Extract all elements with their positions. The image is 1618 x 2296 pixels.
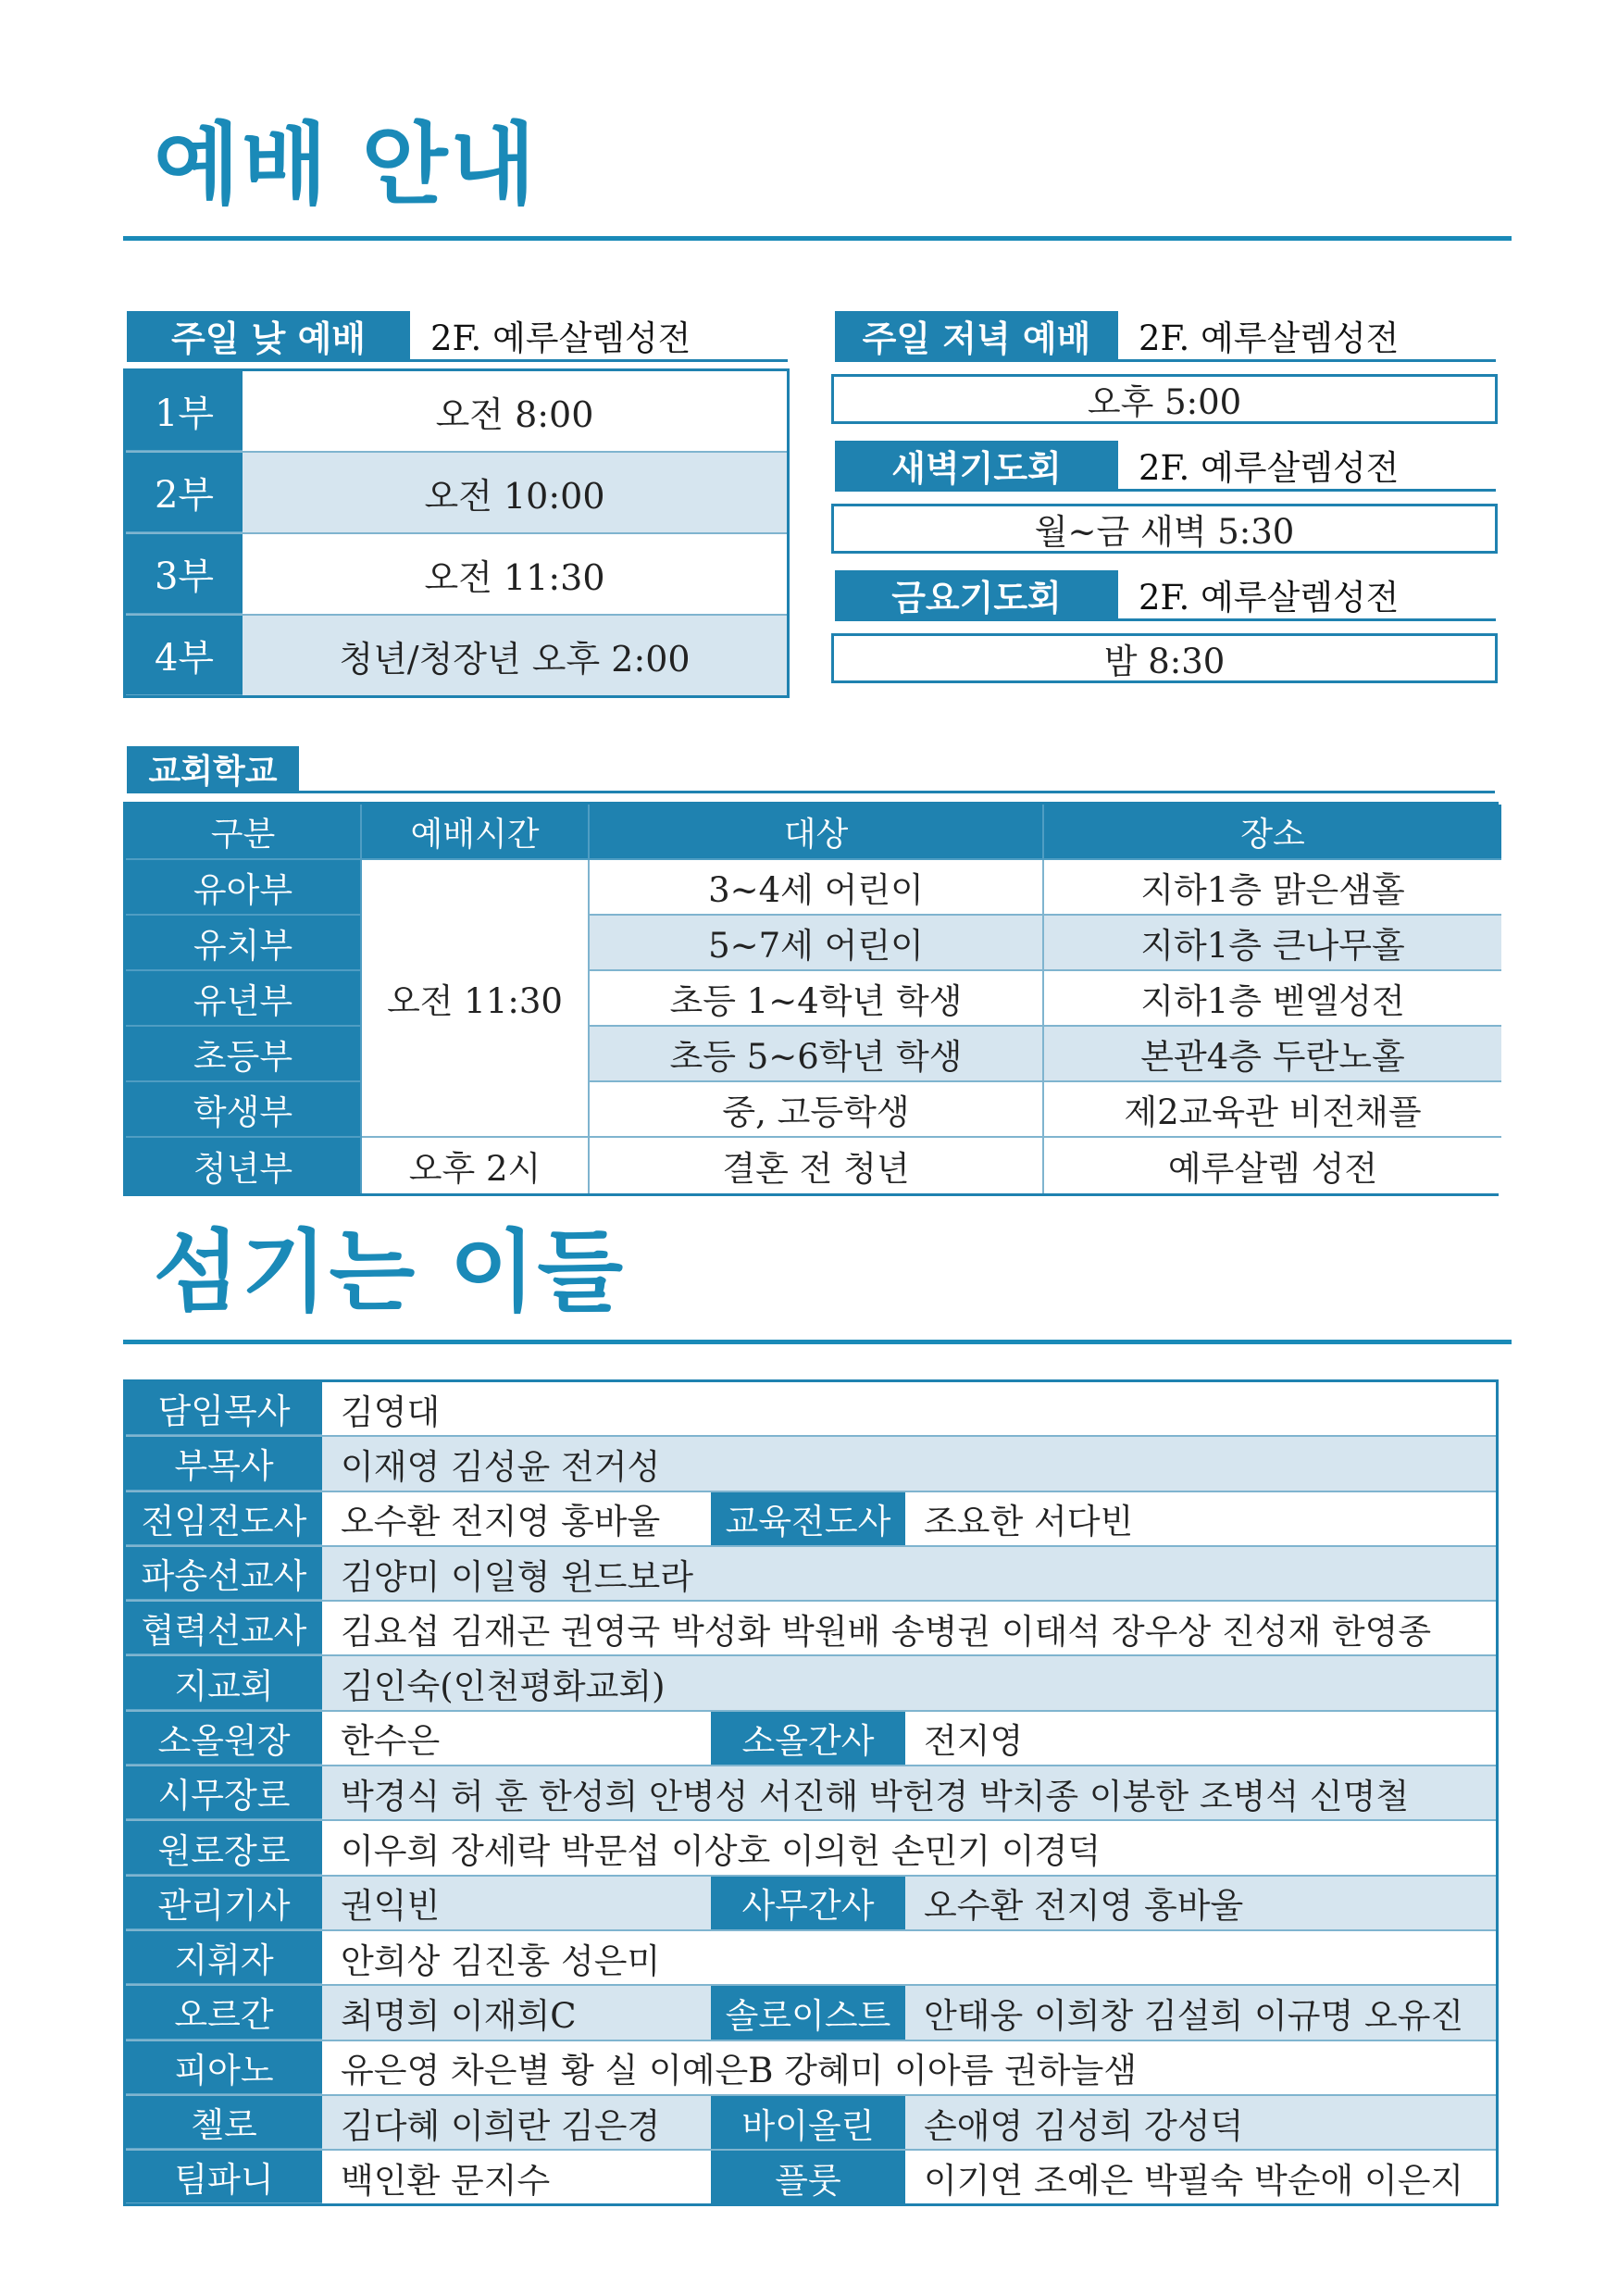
service-time: 오전 10:00 [243,453,787,532]
service-time: 청년/청장년 오후 2:00 [243,616,787,695]
staff-row [126,1437,1496,1491]
staff-names: 안희상 김진홍 성은미 [341,1940,661,1981]
school-dept: 유치부 [126,916,362,971]
service-row [126,534,787,616]
staff-role: 파송선교사 [126,1547,322,1600]
staff-role-secondary: 바이올린 [711,2096,905,2149]
school-dept: 초등부 [126,1027,362,1082]
staff-role: 소올원장 [126,1712,322,1765]
staff-role-secondary: 솔로이스트 [711,1986,905,2039]
staff-row [126,1766,1496,1821]
staff-names: 김양미 이일형 윈드보라 [322,1547,1496,1600]
sunday-day-label: 주일 낮 예배 [127,311,410,359]
school-col-header: 예배시간 [362,805,590,860]
school-place: 지하1층 맑은샘홀 [1044,860,1501,916]
staff-role-secondary: 소올간사 [711,1712,905,1765]
staff-role: 오르간 [126,1986,322,2039]
staff-row [126,1602,1496,1656]
school-dept: 학생부 [126,1082,362,1138]
staff-names: 이재영 김성윤 전거성 [322,1437,1496,1490]
school-place: 예루살렘 성전 [1044,1138,1501,1193]
staff-row [126,2096,1496,2151]
staff-names-secondary: 조요한 서다빈 [924,1502,1134,1542]
staff-role: 부목사 [126,1437,322,1490]
staff-row [126,1547,1496,1602]
staff-role: 전임전도사 [126,1492,322,1545]
service-part: 4부 [126,616,243,695]
school-label: 교회학교 [127,746,299,791]
sunday-day-table [123,368,790,698]
service-time: 오전 8:00 [435,393,594,435]
staff-names: 유은영 차은별 황 실 이예은B 강혜미 이아름 권하늘샘 [341,2051,1138,2091]
staff-role: 피아노 [126,2041,322,2094]
dawn-location: 2F. 예루살렘성전 [1139,448,1400,488]
school-shared-time: 오전 11:30 [362,860,590,1138]
staff-names: 권익빈 [322,1877,711,1929]
staff-names-secondary: 오수환 전지영 홍바울 [905,1877,1496,1929]
school-table [123,802,1499,1196]
sunday-evening-header [835,311,1496,362]
staff-names-secondary: 안태웅 이희창 김설희 이규명 오유진 [905,1986,1496,2039]
staff-row [126,1821,1496,1876]
sunday-evening-label: 주일 저녁 예배 [835,311,1118,359]
school-place: 본관4층 두란노홀 [1044,1027,1501,1082]
dawn-label: 새벽기도회 [835,441,1118,489]
friday-time: 밤 8:30 [831,633,1498,683]
staff-role: 시무장로 [126,1766,322,1819]
staff-row [126,1656,1496,1711]
school-dept: 유년부 [126,971,362,1027]
staff-role: 담임목사 [126,1382,322,1435]
sunday-day-header [127,311,788,362]
staff-role: 첼로 [126,2096,322,2149]
school-target: 5~7세 어린이 [590,916,1044,971]
service-part: 2부 [126,453,243,532]
staff-row [126,1931,1496,1986]
school-col-header: 장소 [1044,805,1501,860]
staff-role: 협력선교사 [126,1602,322,1654]
school-target: 초등 1~4학년 학생 [590,971,1044,1027]
school-target: 3~4세 어린이 [590,860,1044,916]
service-row [126,453,787,534]
staff-role: 팀파니 [126,2151,322,2203]
staff-role: 원로장로 [126,1821,322,1874]
service-time: 오전 11:30 [424,556,605,598]
staff-row [126,1877,1496,1931]
staff-role-secondary: 교육전도사 [711,1492,905,1545]
school-dept: 청년부 [126,1138,362,1193]
school-place: 지하1층 벧엘성전 [1044,971,1501,1027]
staff-row [126,1492,1496,1547]
staff-row [126,2041,1496,2096]
school-time: 오후 2시 [362,1138,590,1193]
service-part: 3부 [126,534,243,614]
staff-row [126,2151,1496,2203]
school-target: 초등 5~6학년 학생 [590,1027,1044,1082]
staff-title-rule [123,1340,1512,1344]
school-place: 제2교육관 비전채플 [1044,1082,1501,1138]
dawn-time: 월~금 새벽 5:30 [831,504,1498,554]
school-header [127,746,1495,793]
school-target: 결혼 전 청년 [590,1138,1044,1193]
staff-names: 백인환 문지수 [341,2160,551,2201]
staff-names: 최명희 이재희C [322,1986,711,2039]
staff-names-secondary: 이기연 조예은 박필숙 박순애 이은지 [924,2160,1464,2201]
staff-names: 김다혜 이희란 김은경 [322,2096,711,2149]
service-row [126,371,787,453]
staff-names: 김영대 [341,1391,441,1432]
staff-names: 김인숙(인천평화교회) [322,1656,1496,1709]
school-dept: 유아부 [126,860,362,916]
staff-names-secondary: 전지영 [924,1721,1024,1762]
friday-location: 2F. 예루살렘성전 [1139,578,1400,618]
staff-role: 관리기사 [126,1877,322,1929]
school-col-header: 구분 [126,805,362,860]
sunday-day-location: 2F. 예루살렘성전 [430,318,691,358]
staff-table [123,1379,1499,2206]
school-target: 중, 고등학생 [590,1082,1044,1138]
staff-names: 한수은 [341,1721,441,1762]
staff-role: 지교회 [126,1656,322,1709]
staff-names: 이우희 장세락 박문섭 이상호 이의헌 손민기 이경덕 [341,1831,1101,1872]
staff-row [126,1986,1496,2040]
staff-names-secondary: 손애영 김성희 강성덕 [905,2096,1496,2149]
worship-title: 예배 안내 [154,113,538,217]
staff-row [126,1382,1496,1437]
staff-names: 김요섭 김재곤 권영국 박성화 박원배 송병권 이태석 장우상 진성재 한영종 [341,1611,1432,1652]
sunday-evening-time: 오후 5:00 [831,374,1498,424]
staff-role-secondary: 플룻 [711,2151,905,2203]
sunday-evening-location: 2F. 예루살렘성전 [1139,318,1400,358]
staff-names: 오수환 전지영 홍바울 [341,1502,661,1542]
friday-label: 금요기도회 [835,570,1118,618]
title-rule [123,236,1512,241]
school-place: 지하1층 큰나무홀 [1044,916,1501,971]
service-part: 1부 [126,371,243,451]
friday-header [835,570,1496,621]
staff-title: 섬기는 이들 [154,1220,626,1324]
staff-role: 지휘자 [126,1931,322,1984]
staff-role-secondary: 사무간사 [711,1877,905,1929]
school-col-header: 대상 [590,805,1044,860]
service-row [126,616,787,695]
staff-names: 박경식 허 훈 한성희 안병성 서진해 박헌경 박치종 이봉한 조병석 신명철 [322,1766,1496,1819]
staff-row [126,1712,1496,1766]
dawn-header [835,441,1496,492]
